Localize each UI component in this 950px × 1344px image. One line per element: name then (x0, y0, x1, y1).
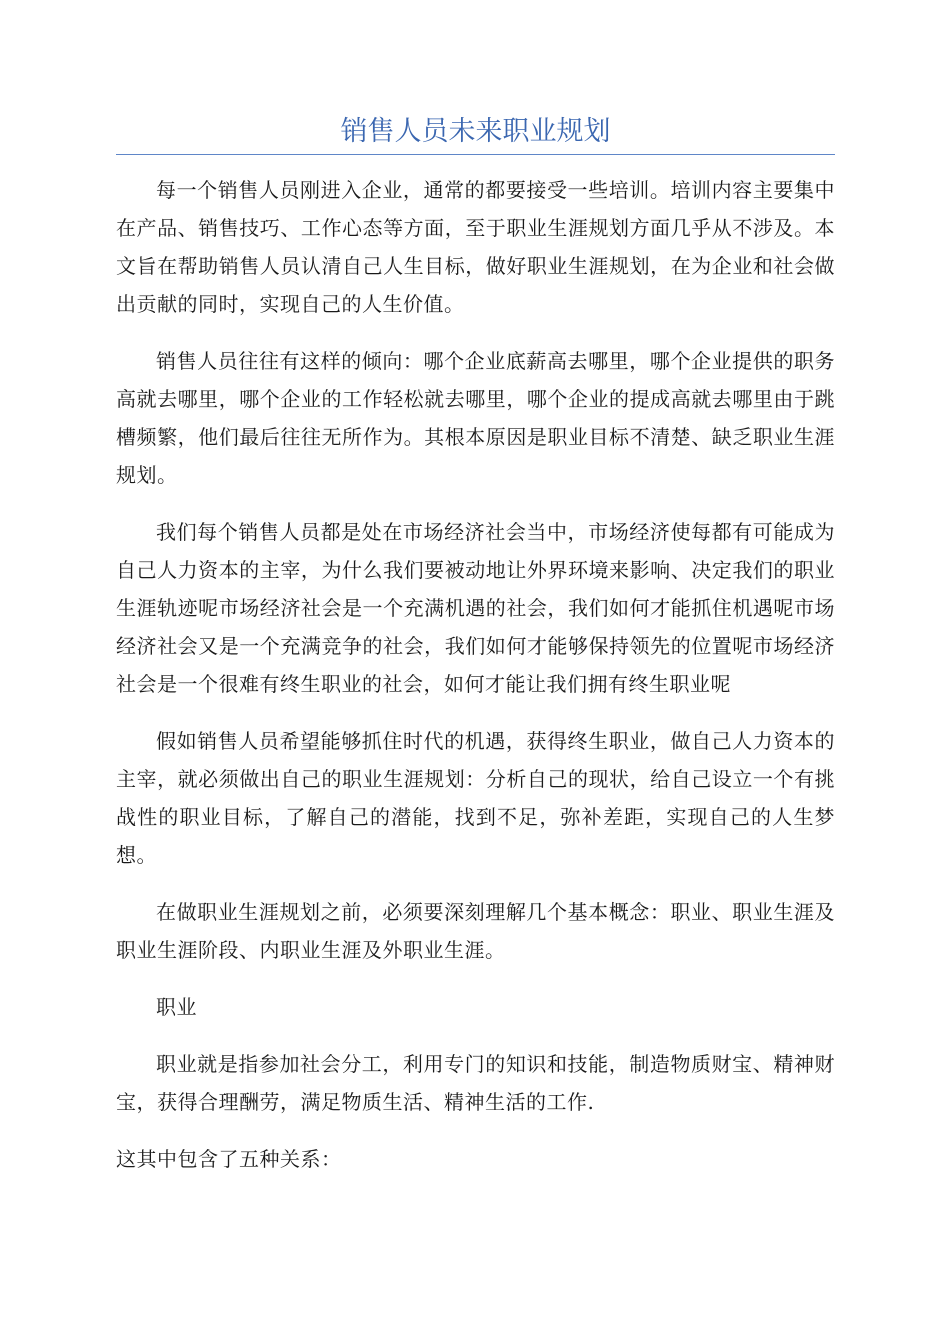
paragraph-job-hopping: 销售人员往往有这样的倾向：哪个企业底薪高去哪里，哪个企业提供的职务高就去哪里，哪个企业的工作轻松就去哪里，哪个企业的提成高就去哪里由于跳槽频繁，他们最后往往无所作为。其根本原因是职业目标不清楚、缺乏职业生涯规划。 (116, 349, 835, 487)
paragraph-basic-concepts: 在做职业生涯规划之前，必须要深刻理解几个基本概念：职业、职业生涯及职业生涯阶段、内职业生涯及外职业生涯。 (116, 900, 835, 962)
paragraph-market-economy: 我们每个销售人员都是处在市场经济社会当中，市场经济使每都有可能成为自己人力资本的主宰，为什么我们要被动地让外界环境来影响、决定我们的职业生涯轨迹呢市场经济社会是一个充满机遇的社会，我们如何才能抓住机遇呢市场经济社会又是一个充满竞争的社会，我们如何才能够保持领先的位置呢市场经济社会是一个很难有终生职业的社会，如何才能让我们拥有终生职业呢 (116, 520, 835, 696)
paragraph-intro: 每一个销售人员刚进入企业，通常的都要接受一些培训。培训内容主要集中在产品、销售技巧、工作心态等方面，至于职业生涯规划方面几乎从不涉及。本文旨在帮助销售人员认清自己人生目标，做好职业生涯规划，在为企业和社会做出贡献的同时，实现自己的人生价值。 (116, 178, 835, 316)
paragraph-five-relations: 这其中包含了五种关系： (116, 1147, 342, 1171)
page-title: 销售人员未来职业规划 (340, 116, 611, 147)
paragraph-career-planning: 假如销售人员希望能够抓住时代的机遇，获得终生职业，做自己人力资本的主宰，就必须做出自己的职业生涯规划：分析自己的现状，给自己设立一个有挑战性的职业目标，了解自己的潜能，找到不足，弥补差距，实现自己的人生梦想。 (116, 729, 835, 867)
paragraph-occupation-definition: 职业就是指参加社会分工，利用专门的知识和技能，制造物质财宝、精神财宝，获得合理酬劳，满足物质生活、精神生活的工作. (116, 1052, 835, 1114)
document-body (116, 171, 835, 1197)
section-heading-occupation: 职业 (156, 995, 197, 1019)
title-underline (116, 154, 835, 155)
